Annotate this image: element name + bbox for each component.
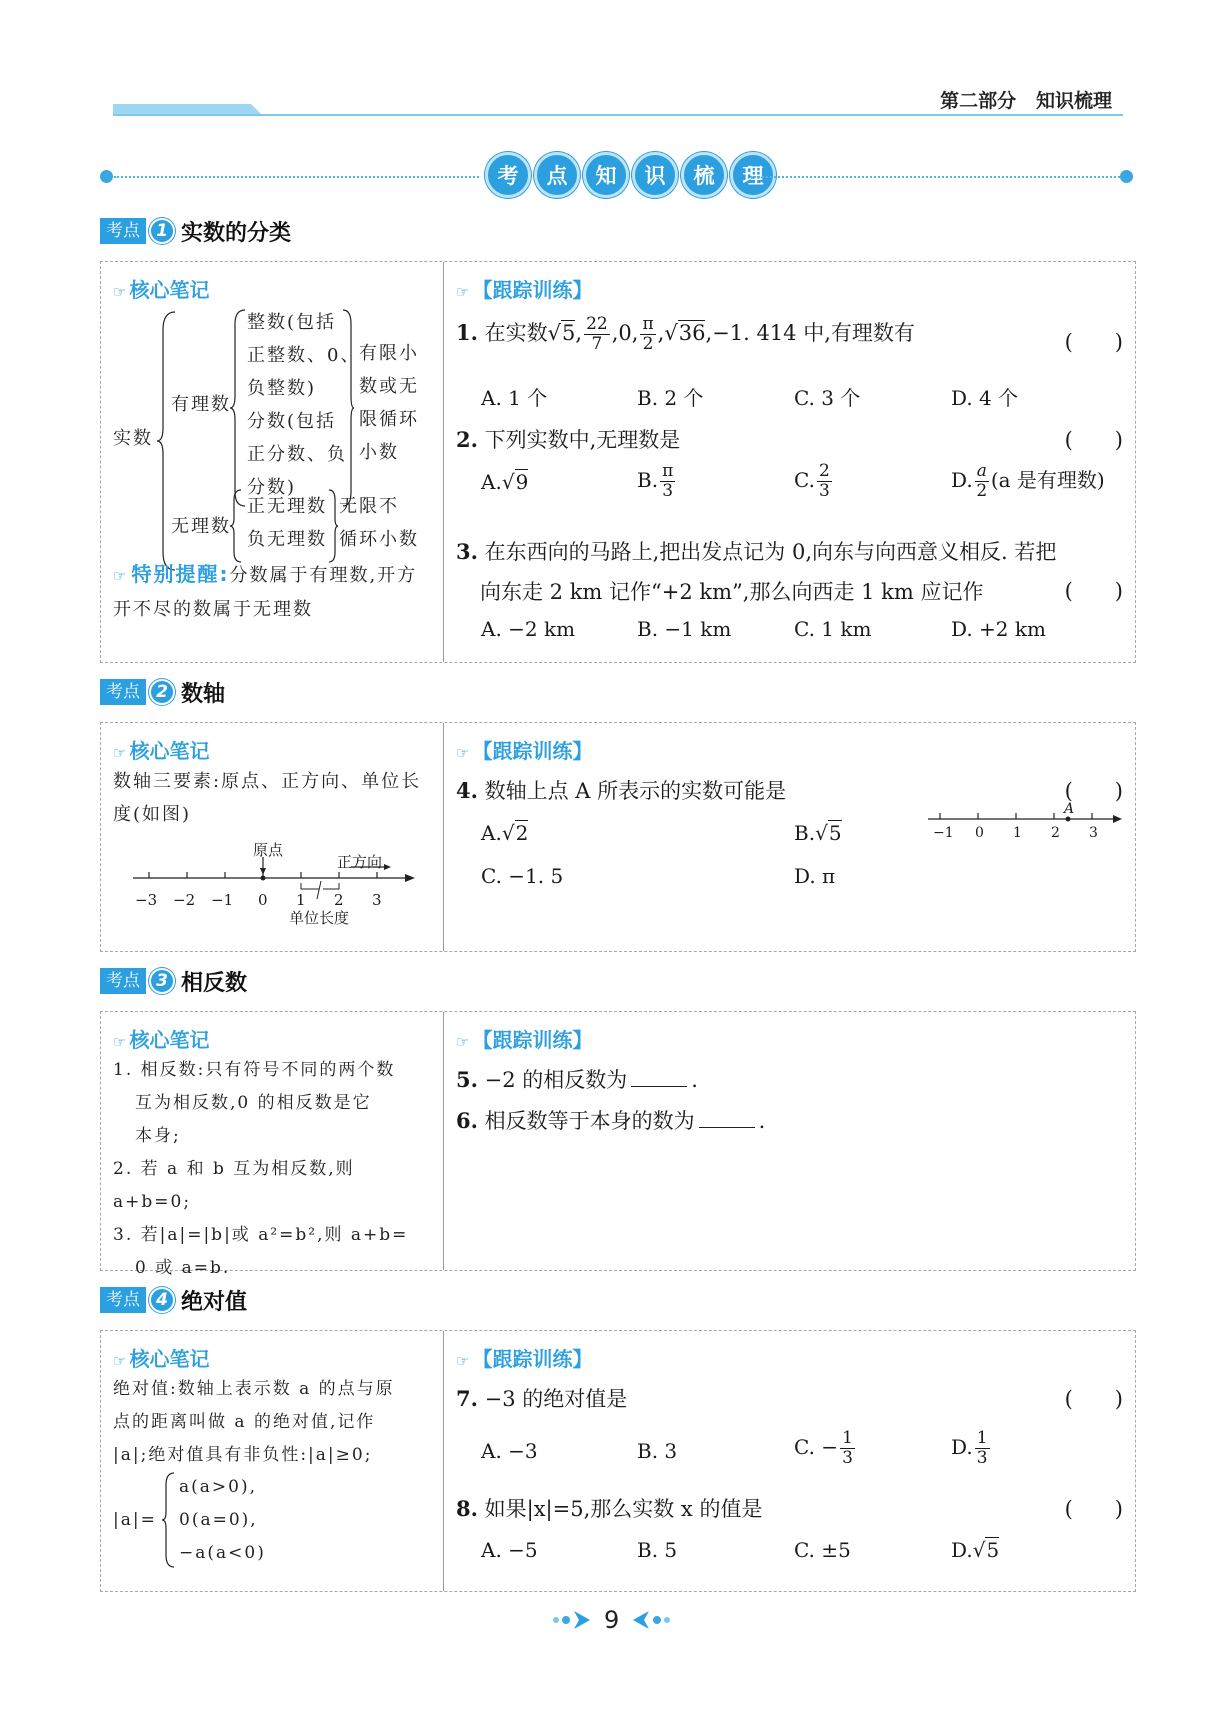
section-box-3 — [100, 1011, 1136, 1278]
answer-paren-2[interactable]: ( ) — [1064, 428, 1123, 452]
tick-label: −1 — [933, 825, 954, 841]
class-root: 实数 — [113, 428, 153, 449]
tick-label: −1 — [211, 891, 234, 909]
option-8b: B. 5 — [637, 1538, 678, 1562]
page-number: 9 — [604, 1606, 620, 1634]
rational-description: 有限小 数或无 限循环 小数 — [359, 343, 419, 463]
absolute-value-notes: 绝对值:数轴上表示数 a 的点与原 点的距离叫做 a 的绝对值,记作 |a|;绝对值具有非负性:|a|≥0; — [113, 1379, 395, 1465]
class-integer: 整数(包括 正整数、0、 负整数) 分数(包括 正分数、负 分数) — [247, 312, 361, 498]
section-box-4 — [100, 1330, 1136, 1592]
option-3d: D. +2 km — [951, 617, 1046, 641]
title-char: 点 — [534, 152, 580, 198]
section-box-2 — [100, 722, 1136, 952]
option-1b: B. 2 个 — [637, 386, 704, 410]
section-number: 4 — [149, 1287, 175, 1313]
question-1: 1. 在实数√5, $\frac{22}{7}$ ,0, $\frac{\pi}{2}$ ,√36,−1. 414 中,有理数有 — [456, 314, 915, 354]
title-dot-left — [100, 170, 113, 183]
question-6: 6. 相反数等于本身的数为 . — [456, 1108, 766, 1133]
section-tag: 考点 — [100, 218, 146, 244]
core-note-label: ☞ 核心笔记 — [113, 739, 210, 763]
tick-label: 3 — [1089, 825, 1098, 841]
title-dotted-line-left — [114, 176, 479, 178]
training-label: ☞ 【跟踪训练】 — [456, 1028, 593, 1052]
question-5: 5. −2 的相反数为 . — [456, 1067, 698, 1092]
tick-label: 2 — [1051, 825, 1060, 841]
title-char: 知 — [583, 152, 629, 198]
option-8a: A. −5 — [481, 1538, 538, 1562]
option-1a: A. 1 个 — [481, 386, 548, 410]
option-1d: D. 4 个 — [951, 386, 1019, 410]
irrational-description: 无限不 循环小数 — [339, 496, 419, 550]
page-footer — [550, 1606, 673, 1634]
header-section: 第二部分 — [940, 90, 1017, 112]
section-number: 2 — [149, 679, 175, 705]
brace-irrational-right — [327, 488, 339, 564]
answer-paren-3[interactable]: ( ) — [1064, 579, 1123, 603]
training-label: ☞ 【跟踪训练】 — [456, 1347, 593, 1371]
title-char: 梳 — [681, 152, 727, 198]
abs-cases: a(a>0), 0(a=0), −a(a<0) — [179, 1477, 266, 1563]
option-7c: C. − $\frac{1}{3}$ — [794, 1428, 853, 1468]
brace-cases — [161, 1471, 177, 1569]
title-dotted-line-right — [750, 176, 1120, 178]
class-rational: 有理数 — [171, 394, 231, 415]
option-4a: A.√2 — [481, 821, 529, 845]
section-tag: 考点 — [100, 679, 146, 705]
option-3c: C. 1 km — [794, 617, 872, 641]
section-title: 实数的分类 — [181, 220, 292, 246]
tick-label: 1 — [296, 891, 306, 909]
training-label: ☞ 【跟踪训练】 — [456, 739, 593, 763]
direction-label: 正方向 — [337, 853, 383, 871]
option-3b: B. −1 km — [637, 617, 732, 641]
answer-blank-6[interactable] — [699, 1127, 755, 1128]
section-header-2 — [100, 678, 225, 706]
header-subsection: 知识梳理 — [1035, 90, 1112, 112]
question-8: 8. 如果|x|=5,那么实数 x 的值是 — [456, 1496, 763, 1521]
option-7d: D. $\frac{1}{3}$ — [951, 1428, 988, 1468]
answer-paren-7[interactable]: ( ) — [1064, 1387, 1123, 1411]
option-4b: B.√5 — [794, 821, 842, 845]
irrational-kinds: 正无理数 负无理数 — [247, 496, 327, 550]
origin-label: 原点 — [253, 841, 284, 859]
section-title: 绝对值 — [181, 1289, 248, 1315]
footer-arrow-left-icon — [550, 1608, 594, 1632]
tick-label: −3 — [135, 891, 158, 909]
option-3a: A. −2 km — [481, 617, 576, 641]
option-2d: D. $\frac{a}{2}$ (a 是有理数) — [951, 461, 1105, 501]
class-irrational: 无理数 — [171, 516, 231, 537]
option-8d: D.√5 — [951, 1538, 1000, 1562]
option-2a: A.√9 — [481, 470, 529, 494]
section-header-1 — [100, 217, 291, 245]
option-2c: C. $\frac{2}{3}$ — [794, 461, 830, 501]
option-7b: B. 3 — [637, 1439, 678, 1463]
question-4: 4. 数轴上点 A 所表示的实数可能是 — [456, 778, 787, 803]
brace-rational-right — [341, 308, 355, 508]
training-label: ☞ 【跟踪训练】 — [456, 278, 593, 302]
header-rule — [113, 114, 1123, 116]
section-number: 1 — [149, 218, 175, 244]
column-divider — [443, 723, 444, 951]
answer-paren-4[interactable]: ( ) — [1064, 779, 1123, 803]
section-tag: 考点 — [100, 1287, 146, 1313]
answer-paren-8[interactable]: ( ) — [1064, 1497, 1123, 1521]
axis-note: 数轴三要素:原点、正方向、单位长度(如图) — [113, 771, 422, 825]
question-2: 2. 下列实数中,无理数是 — [456, 427, 681, 452]
point-a-label: A — [1064, 801, 1075, 817]
tick-label: 1 — [1013, 825, 1022, 841]
page-title — [485, 152, 776, 198]
tick-label: 3 — [372, 891, 382, 909]
option-4c: C. −1. 5 — [481, 864, 564, 888]
tick-label: −2 — [173, 891, 196, 909]
option-2b: B. $\frac{\pi}{3}$ — [637, 461, 674, 501]
section-header-4 — [100, 1286, 247, 1314]
core-note-label: ☞ 核心笔记 — [113, 278, 210, 302]
running-header — [940, 86, 1112, 113]
answer-blank-5[interactable] — [631, 1086, 687, 1087]
special-tip: ☞ 特别提醒:分数属于有理数,开方开不尽的数属于无理数 — [113, 562, 418, 620]
column-divider — [443, 262, 444, 662]
title-char: 识 — [632, 152, 678, 198]
column-divider — [443, 1331, 444, 1591]
option-1c: C. 3 个 — [794, 386, 861, 410]
title-char: 理 — [730, 152, 776, 198]
title-dot-right — [1120, 170, 1133, 183]
section-title: 数轴 — [181, 681, 226, 707]
core-note-label: ☞ 核心笔记 — [113, 1028, 210, 1052]
tick-label: 0 — [975, 825, 984, 841]
option-8c: C. ±5 — [794, 1538, 851, 1562]
question-3: 3. 在东西向的马路上,把出发点记为 0,向东与向西意义相反. 若把 向东走 2 km 记作“+2 km”,那么向西走 1 km 应记作 — [456, 539, 1057, 604]
answer-paren-1[interactable]: ( ) — [1064, 330, 1123, 354]
brace-irrational — [229, 488, 245, 564]
column-divider — [443, 1012, 444, 1270]
brace-rational — [229, 308, 249, 508]
section-number: 3 — [149, 968, 175, 994]
footer-arrow-right-icon — [629, 1608, 673, 1632]
section-tag: 考点 — [100, 968, 146, 994]
section-header-3 — [100, 967, 247, 995]
unit-label: 单位长度 — [289, 909, 350, 927]
option-4d: D. π — [794, 864, 836, 888]
question-7: 7. −3 的绝对值是 — [456, 1386, 628, 1411]
section-title: 相反数 — [181, 970, 248, 996]
abs-definition-lhs: |a|= — [113, 1510, 157, 1530]
core-note-label: ☞ 核心笔记 — [113, 1347, 210, 1371]
opposite-notes: 1. 相反数:只有符号不同的两个数 互为相反数,0 的相反数是它 本身; 2. 若 a 和 b 互为相反数,则 a+b=0; 3. 若|a|=|b|或 a²=b²,则 a+b= 0 或 a=b. — [113, 1060, 409, 1278]
option-7a: A. −3 — [481, 1439, 538, 1463]
title-char: 考 — [485, 152, 531, 198]
section-box-1 — [100, 261, 1136, 663]
tick-label: 2 — [334, 891, 344, 909]
tick-label: 0 — [258, 891, 268, 909]
